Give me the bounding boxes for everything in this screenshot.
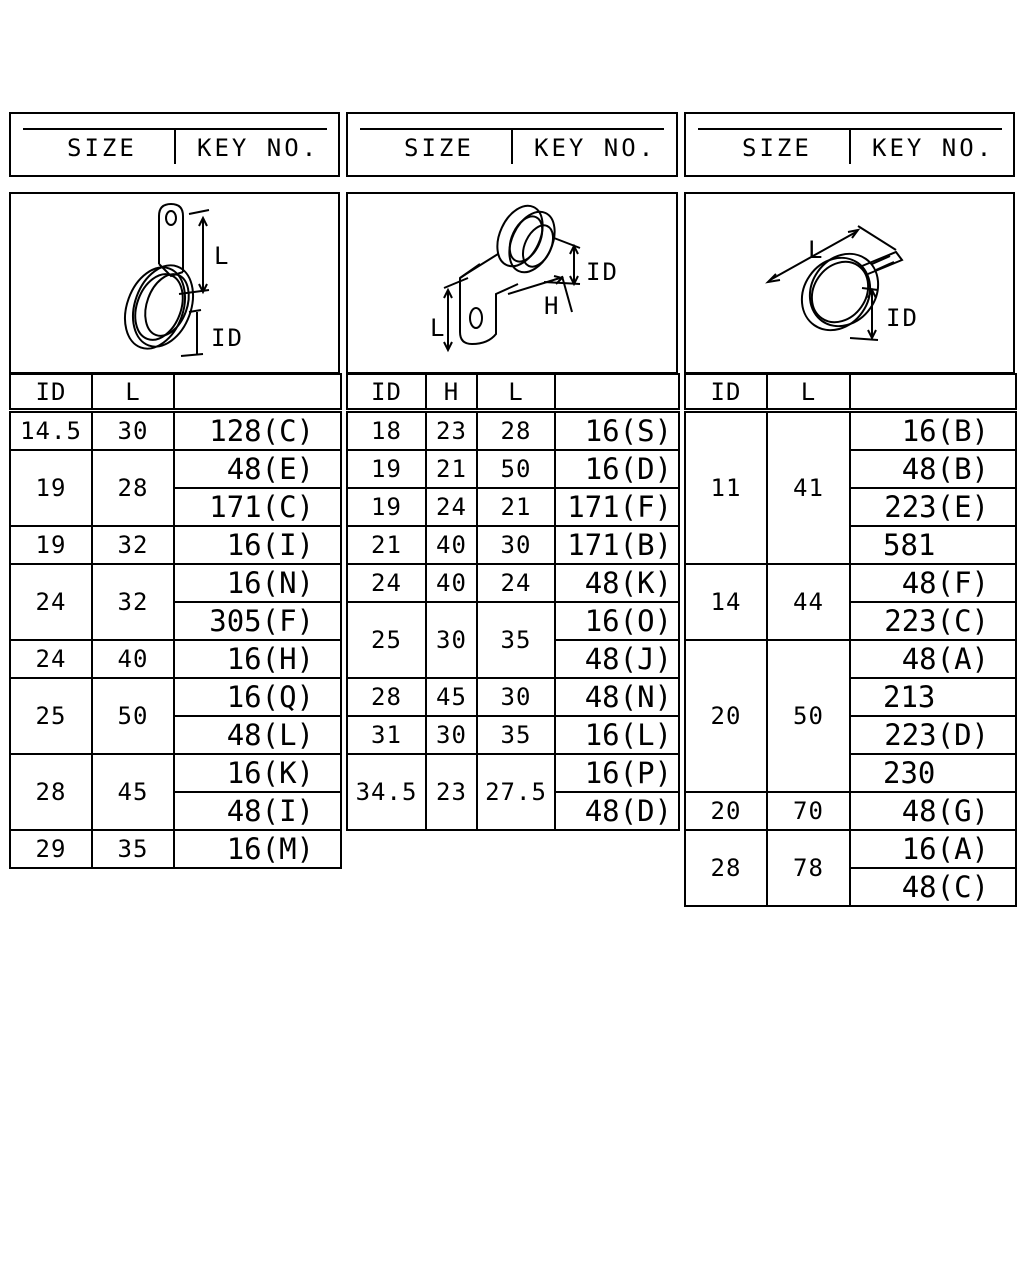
cell-key: 16(H) <box>174 640 341 678</box>
table-row <box>10 640 341 678</box>
col-header-key <box>555 374 679 411</box>
cell-key: 230 <box>850 754 1016 792</box>
col-header-id: ID <box>347 374 426 411</box>
cell-h: 23 <box>426 411 477 451</box>
cell-key: 48(L) <box>174 716 341 754</box>
table-row <box>10 526 341 564</box>
table-row <box>685 830 1016 868</box>
cell-key: 48(B) <box>850 450 1016 488</box>
table-row <box>10 450 341 488</box>
cell-h: 21 <box>426 450 477 488</box>
cell-key: 48(J) <box>555 640 679 678</box>
cell-key: 16(A) <box>850 830 1016 868</box>
size-label: SIZE <box>404 134 474 162</box>
hose-clamp-drawing <box>11 194 338 372</box>
cell-id: 28 <box>347 678 426 716</box>
cell-key: 16(B) <box>850 411 1016 451</box>
cell-id: 19 <box>347 488 426 526</box>
table-row <box>347 754 679 792</box>
cell-key: 171(B) <box>555 526 679 564</box>
table-row <box>347 564 679 602</box>
cell-l: 28 <box>92 450 174 526</box>
col-header-key <box>850 374 1016 411</box>
table-row <box>347 526 679 564</box>
col-header-h: H <box>426 374 477 411</box>
key-no-label: KEY NO. <box>534 134 657 162</box>
cell-h: 45 <box>426 678 477 716</box>
cell-key: 48(C) <box>850 868 1016 906</box>
cell-l: 70 <box>767 792 850 830</box>
col-header-id: ID <box>685 374 767 411</box>
cell-id: 34.5 <box>347 754 426 830</box>
cell-key: 16(O) <box>555 602 679 640</box>
size-label: SIZE <box>742 134 812 162</box>
cell-key: 305(F) <box>174 602 341 640</box>
cell-l: 78 <box>767 830 850 906</box>
cell-h: 24 <box>426 488 477 526</box>
cell-id: 28 <box>10 754 92 830</box>
fig-label-id: ID <box>586 258 619 286</box>
cell-key: 48(K) <box>555 564 679 602</box>
table-row <box>347 678 679 716</box>
cell-id: 24 <box>10 640 92 678</box>
table-row <box>10 754 341 792</box>
cell-l: 41 <box>767 411 850 565</box>
cell-l: 50 <box>767 640 850 792</box>
cell-l: 30 <box>477 678 555 716</box>
cell-id: 25 <box>347 602 426 678</box>
table-row <box>347 488 679 526</box>
cell-key: 16(P) <box>555 754 679 792</box>
cell-id: 20 <box>685 640 767 792</box>
cell-h: 30 <box>426 602 477 678</box>
size-table-2 <box>346 373 680 831</box>
cell-id: 29 <box>10 830 92 868</box>
cell-id: 19 <box>10 526 92 564</box>
cell-l: 30 <box>477 526 555 564</box>
bracket-clamp-figure <box>346 192 678 374</box>
cell-l: 21 <box>477 488 555 526</box>
cell-h: 40 <box>426 564 477 602</box>
cell-key: 48(G) <box>850 792 1016 830</box>
cell-id: 21 <box>347 526 426 564</box>
cell-id: 31 <box>347 716 426 754</box>
table-row <box>685 792 1016 830</box>
cell-id: 25 <box>10 678 92 754</box>
col-header-l: L <box>767 374 850 411</box>
band-clamp-figure <box>684 192 1015 374</box>
bracket-clamp-drawing <box>348 194 676 372</box>
cell-key: 48(N) <box>555 678 679 716</box>
cell-l: 27.5 <box>477 754 555 830</box>
size-key-header <box>9 112 340 177</box>
table-row <box>347 450 679 488</box>
cell-key: 16(K) <box>174 754 341 792</box>
cell-id: 19 <box>10 450 92 526</box>
col-header-l: L <box>92 374 174 411</box>
fig-label-id: ID <box>886 304 919 332</box>
cell-id: 24 <box>347 564 426 602</box>
size-table-1 <box>9 373 342 869</box>
cell-key: 16(D) <box>555 450 679 488</box>
clamp-figure <box>9 192 340 374</box>
cell-key: 48(F) <box>850 564 1016 602</box>
cell-key: 48(E) <box>174 450 341 488</box>
table-row <box>347 411 679 451</box>
cell-key: 581 <box>850 526 1016 564</box>
cell-key: 16(I) <box>174 526 341 564</box>
cell-key: 48(I) <box>174 792 341 830</box>
cell-key: 16(S) <box>555 411 679 451</box>
cell-l: 44 <box>767 564 850 640</box>
cell-l: 28 <box>477 411 555 451</box>
size-table-3 <box>684 373 1017 907</box>
cell-h: 23 <box>426 754 477 830</box>
cell-key: 16(Q) <box>174 678 341 716</box>
fig-label-l: L <box>214 242 229 270</box>
cell-key: 213 <box>850 678 1016 716</box>
cell-key: 48(D) <box>555 792 679 830</box>
table-row <box>10 830 341 868</box>
cell-l: 50 <box>477 450 555 488</box>
cell-h: 30 <box>426 716 477 754</box>
key-no-label: KEY NO. <box>872 134 995 162</box>
cell-l: 30 <box>92 411 174 451</box>
cell-key: 16(N) <box>174 564 341 602</box>
table-row <box>685 564 1016 602</box>
cell-l: 32 <box>92 564 174 640</box>
cell-key: 223(C) <box>850 602 1016 640</box>
cell-id: 11 <box>685 411 767 565</box>
cell-l: 45 <box>92 754 174 830</box>
cell-id: 20 <box>685 792 767 830</box>
table-row <box>347 602 679 640</box>
band-clamp-drawing <box>686 194 1013 372</box>
table-row <box>10 678 341 716</box>
cell-l: 35 <box>477 602 555 678</box>
cell-key: 48(A) <box>850 640 1016 678</box>
cell-l: 35 <box>477 716 555 754</box>
col-header-id: ID <box>10 374 92 411</box>
col-header-l: L <box>477 374 555 411</box>
cell-id: 14.5 <box>10 411 92 451</box>
fig-label-h: H <box>544 292 559 320</box>
cell-id: 14 <box>685 564 767 640</box>
cell-h: 40 <box>426 526 477 564</box>
cell-l: 40 <box>92 640 174 678</box>
cell-id: 18 <box>347 411 426 451</box>
table-row <box>347 716 679 754</box>
fig-label-l: L <box>808 236 823 264</box>
cell-id: 28 <box>685 830 767 906</box>
cell-l: 35 <box>92 830 174 868</box>
table-row <box>685 640 1016 678</box>
fig-label-id: ID <box>211 324 244 352</box>
cell-key: 16(L) <box>555 716 679 754</box>
cell-l: 24 <box>477 564 555 602</box>
fig-label-l: L <box>430 314 445 342</box>
cell-key: 223(E) <box>850 488 1016 526</box>
size-key-header <box>684 112 1015 177</box>
table-row <box>10 564 341 602</box>
cell-id: 24 <box>10 564 92 640</box>
cell-key: 223(D) <box>850 716 1016 754</box>
size-label: SIZE <box>67 134 137 162</box>
col-header-key <box>174 374 341 411</box>
cell-l: 50 <box>92 678 174 754</box>
table-row <box>10 411 341 451</box>
cell-key: 16(M) <box>174 830 341 868</box>
cell-l: 32 <box>92 526 174 564</box>
cell-key: 128(C) <box>174 411 341 451</box>
size-key-header <box>346 112 678 177</box>
key-no-label: KEY NO. <box>197 134 320 162</box>
cell-id: 19 <box>347 450 426 488</box>
cell-key: 171(F) <box>555 488 679 526</box>
cell-key: 171(C) <box>174 488 341 526</box>
table-row <box>685 411 1016 451</box>
